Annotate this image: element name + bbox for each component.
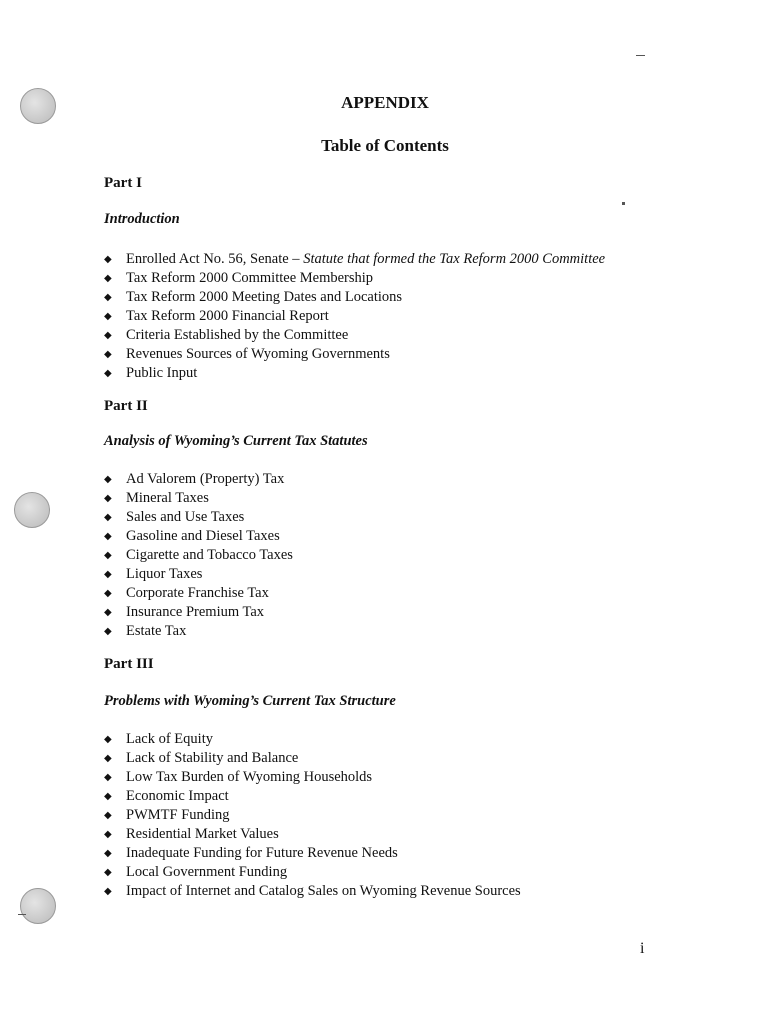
list-item: ◆ Lack of Equity — [104, 730, 521, 749]
list-item: ◆ Economic Impact — [104, 787, 521, 806]
list-item: ◆ Revenues Sources of Wyoming Governments — [104, 345, 605, 364]
list-item: ◆ Impact of Internet and Catalog Sales on Wyoming Revenue Sources — [104, 882, 521, 901]
list-item: ◆ Sales and Use Taxes — [104, 508, 293, 527]
list-item: ◆ Local Government Funding — [104, 863, 521, 882]
list-item: ◆ Cigarette and Tobacco Taxes — [104, 546, 293, 565]
part-1-label: Part I — [104, 175, 142, 191]
scan-speck — [636, 55, 645, 56]
list-item: ◆ Tax Reform 2000 Meeting Dates and Locations — [104, 288, 605, 307]
list-item: ◆ Insurance Premium Tax — [104, 603, 293, 622]
part-2-label: Part II — [104, 398, 148, 414]
punch-hole-bottom — [20, 888, 56, 924]
list-item: ◆ Ad Valorem (Property) Tax — [104, 470, 293, 489]
list-item: ◆ Enrolled Act No. 56, Senate – Statute that formed the Tax Reform 2000 Committee — [104, 250, 605, 269]
list-item: ◆ Low Tax Burden of Wyoming Households — [104, 768, 521, 787]
table-of-contents-heading: Table of Contents — [321, 136, 449, 155]
part-3-list — [104, 730, 521, 901]
part-3-label: Part III — [104, 656, 154, 672]
appendix-heading: APPENDIX — [341, 93, 429, 112]
list-item: ◆ Criteria Established by the Committee — [104, 326, 605, 345]
punch-hole-middle — [14, 492, 50, 528]
list-item: ◆ Tax Reform 2000 Financial Report — [104, 307, 605, 326]
list-item: ◆ Inadequate Funding for Future Revenue Needs — [104, 844, 521, 863]
list-item: ◆ Gasoline and Diesel Taxes — [104, 527, 293, 546]
list-item: ◆ Residential Market Values — [104, 825, 521, 844]
part-3-title: Problems with Wyoming’s Current Tax Structure — [104, 693, 396, 709]
part-1-title: Introduction — [104, 211, 180, 227]
part-2-list — [104, 470, 293, 641]
list-item: ◆ Estate Tax — [104, 622, 293, 641]
list-item: ◆ Tax Reform 2000 Committee Membership — [104, 269, 605, 288]
list-item: ◆ Mineral Taxes — [104, 489, 293, 508]
part-2-title: Analysis of Wyoming’s Current Tax Statutes — [104, 433, 368, 449]
list-item: ◆ Public Input — [104, 364, 605, 383]
list-item: ◆ Corporate Franchise Tax — [104, 584, 293, 603]
list-item: ◆ PWMTF Funding — [104, 806, 521, 825]
list-item: ◆ Liquor Taxes — [104, 565, 293, 584]
part-1-list — [104, 250, 605, 383]
list-item: ◆ Lack of Stability and Balance — [104, 749, 521, 768]
scan-speck — [622, 202, 625, 205]
page-number: i — [640, 940, 645, 957]
scan-speck — [18, 914, 26, 915]
